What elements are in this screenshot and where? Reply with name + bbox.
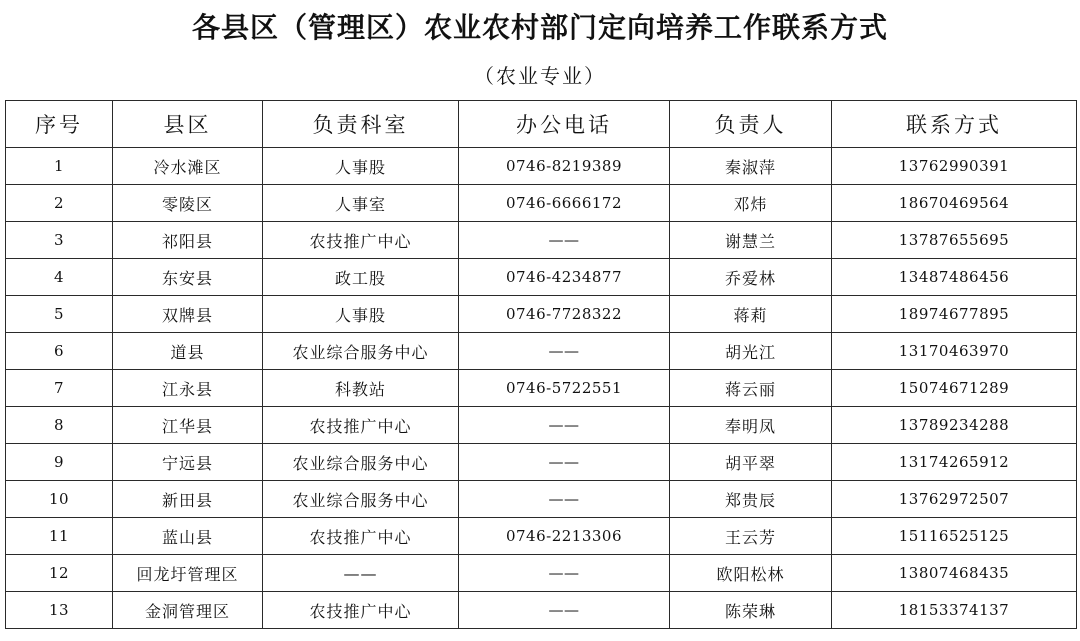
table-row bbox=[6, 555, 1077, 592]
office-phone: —— bbox=[459, 444, 670, 481]
contact-table bbox=[5, 100, 1077, 629]
table-row bbox=[6, 481, 1077, 518]
table-row bbox=[6, 518, 1077, 555]
office-phone: —— bbox=[459, 407, 670, 444]
contact-person: 谢慧兰 bbox=[670, 222, 832, 259]
row-index: 13 bbox=[6, 592, 113, 629]
office-phone: 0746-8219389 bbox=[459, 148, 670, 185]
table-row bbox=[6, 259, 1077, 296]
row-index: 7 bbox=[6, 370, 113, 407]
department: 农技推广中心 bbox=[263, 407, 459, 444]
department: 人事室 bbox=[263, 185, 459, 222]
county-name: 江华县 bbox=[113, 407, 263, 444]
row-index: 12 bbox=[6, 555, 113, 592]
office-phone: 0746-4234877 bbox=[459, 259, 670, 296]
department: 农技推广中心 bbox=[263, 222, 459, 259]
table-row bbox=[6, 370, 1077, 407]
department: 农技推广中心 bbox=[263, 592, 459, 629]
contact-number: 13762990391 bbox=[832, 148, 1077, 185]
office-phone: —— bbox=[459, 481, 670, 518]
department: 人事股 bbox=[263, 296, 459, 333]
contact-person: 秦淑萍 bbox=[670, 148, 832, 185]
table-row bbox=[6, 333, 1077, 370]
header-county: 县区 bbox=[113, 101, 263, 148]
table-row bbox=[6, 407, 1077, 444]
table-row bbox=[6, 222, 1077, 259]
contact-person: 胡平翠 bbox=[670, 444, 832, 481]
header-department: 负责科室 bbox=[263, 101, 459, 148]
header-index: 序号 bbox=[6, 101, 113, 148]
department: 农业综合服务中心 bbox=[263, 444, 459, 481]
contact-number: 13174265912 bbox=[832, 444, 1077, 481]
page-title: 各县区（管理区）农业农村部门定向培养工作联系方式 bbox=[191, 11, 888, 44]
page-subtitle: （农业专业） bbox=[474, 64, 606, 88]
county-name: 零陵区 bbox=[113, 185, 263, 222]
header-contact-person: 负责人 bbox=[670, 101, 832, 148]
contact-number: 13762972507 bbox=[832, 481, 1077, 518]
table-row bbox=[6, 185, 1077, 222]
contact-person: 郑贵辰 bbox=[670, 481, 832, 518]
county-name: 东安县 bbox=[113, 259, 263, 296]
county-name: 祁阳县 bbox=[113, 222, 263, 259]
row-index: 4 bbox=[6, 259, 113, 296]
row-index: 5 bbox=[6, 296, 113, 333]
row-index: 2 bbox=[6, 185, 113, 222]
row-index: 10 bbox=[6, 481, 113, 518]
table-row bbox=[6, 296, 1077, 333]
contact-number: 13787655695 bbox=[832, 222, 1077, 259]
contact-person: 王云芳 bbox=[670, 518, 832, 555]
row-index: 8 bbox=[6, 407, 113, 444]
contact-person: 奉明凤 bbox=[670, 407, 832, 444]
county-name: 金洞管理区 bbox=[113, 592, 263, 629]
contact-number: 13789234288 bbox=[832, 407, 1077, 444]
office-phone: —— bbox=[459, 592, 670, 629]
table-body bbox=[6, 148, 1077, 629]
contact-number: 18670469564 bbox=[832, 185, 1077, 222]
county-name: 蓝山县 bbox=[113, 518, 263, 555]
department: 农业综合服务中心 bbox=[263, 481, 459, 518]
contact-person: 蒋云丽 bbox=[670, 370, 832, 407]
county-name: 宁远县 bbox=[113, 444, 263, 481]
office-phone: —— bbox=[459, 333, 670, 370]
department: 科教站 bbox=[263, 370, 459, 407]
contact-person: 蒋莉 bbox=[670, 296, 832, 333]
row-index: 3 bbox=[6, 222, 113, 259]
contact-number: 13807468435 bbox=[832, 555, 1077, 592]
row-index: 9 bbox=[6, 444, 113, 481]
contact-number: 15074671289 bbox=[832, 370, 1077, 407]
contact-person: 乔爱林 bbox=[670, 259, 832, 296]
office-phone: 0746-7728322 bbox=[459, 296, 670, 333]
department: 人事股 bbox=[263, 148, 459, 185]
contact-number: 13170463970 bbox=[832, 333, 1077, 370]
table-header-row bbox=[6, 101, 1077, 148]
county-name: 回龙圩管理区 bbox=[113, 555, 263, 592]
row-index: 6 bbox=[6, 333, 113, 370]
county-name: 冷水滩区 bbox=[113, 148, 263, 185]
table-row bbox=[6, 444, 1077, 481]
department: 政工股 bbox=[263, 259, 459, 296]
department: —— bbox=[263, 555, 459, 592]
office-phone: —— bbox=[459, 222, 670, 259]
contact-number: 15116525125 bbox=[832, 518, 1077, 555]
office-phone: 0746-2213306 bbox=[459, 518, 670, 555]
row-index: 1 bbox=[6, 148, 113, 185]
office-phone: —— bbox=[459, 555, 670, 592]
office-phone: 0746-6666172 bbox=[459, 185, 670, 222]
county-name: 双牌县 bbox=[113, 296, 263, 333]
contact-person: 欧阳松林 bbox=[670, 555, 832, 592]
department: 农业综合服务中心 bbox=[263, 333, 459, 370]
county-name: 江永县 bbox=[113, 370, 263, 407]
department: 农技推广中心 bbox=[263, 518, 459, 555]
contact-number: 13487486456 bbox=[832, 259, 1077, 296]
contact-person: 邓炜 bbox=[670, 185, 832, 222]
contact-number: 18974677895 bbox=[832, 296, 1077, 333]
contact-person: 陈荣琳 bbox=[670, 592, 832, 629]
table-row bbox=[6, 592, 1077, 629]
table-row bbox=[6, 148, 1077, 185]
row-index: 11 bbox=[6, 518, 113, 555]
county-name: 道县 bbox=[113, 333, 263, 370]
header-contact-number: 联系方式 bbox=[832, 101, 1077, 148]
contact-number: 18153374137 bbox=[832, 592, 1077, 629]
header-office-phone: 办公电话 bbox=[459, 101, 670, 148]
contact-person: 胡光江 bbox=[670, 333, 832, 370]
office-phone: 0746-5722551 bbox=[459, 370, 670, 407]
county-name: 新田县 bbox=[113, 481, 263, 518]
